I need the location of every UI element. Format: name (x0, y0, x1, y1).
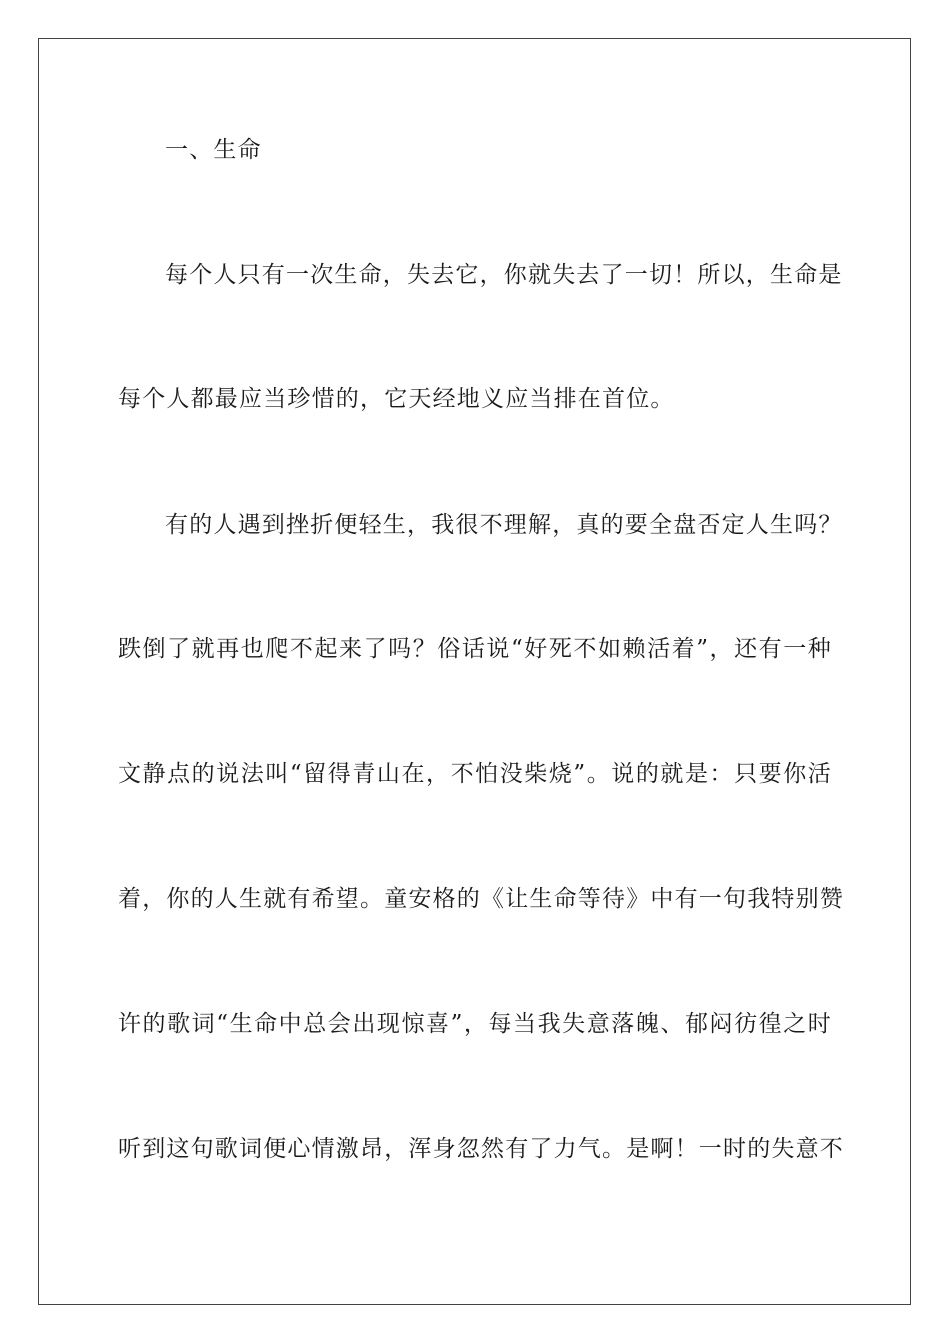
paragraph-1-line-1: 每个人只有一次生命，失去它，你就失去了一切！所以，生命是 (165, 262, 843, 288)
paragraph-2-line-6: 听到这句歌词便心情激昂，浑身忽然有了力气。是啊！一时的失意不 (118, 1136, 844, 1162)
paragraph-2-line-1: 有的人遇到挫折便轻生，我很不理解，真的要全盘否定人生吗？ (165, 512, 843, 538)
paragraph-2-line-3: 文静点的说法叫“留得青山在，不怕没柴烧”。说的就是：只要你活 (118, 761, 832, 787)
section-heading: 一、生命 (165, 137, 262, 163)
paragraph-2-line-4: 着，你的人生就有希望。童安格的《让生命等待》中有一句我特别赞 (118, 886, 844, 912)
paragraph-2-line-2: 跌倒了就再也爬不起来了吗？俗话说“好死不如赖活着”，还有一种 (118, 636, 832, 662)
page-border (38, 38, 911, 1305)
paragraph-2-line-5: 许的歌词“生命中总会出现惊喜”，每当我失意落魄、郁闷彷徨之时 (118, 1011, 832, 1037)
paragraph-1-line-2: 每个人都最应当珍惜的，它天经地义应当排在首位。 (118, 386, 675, 412)
